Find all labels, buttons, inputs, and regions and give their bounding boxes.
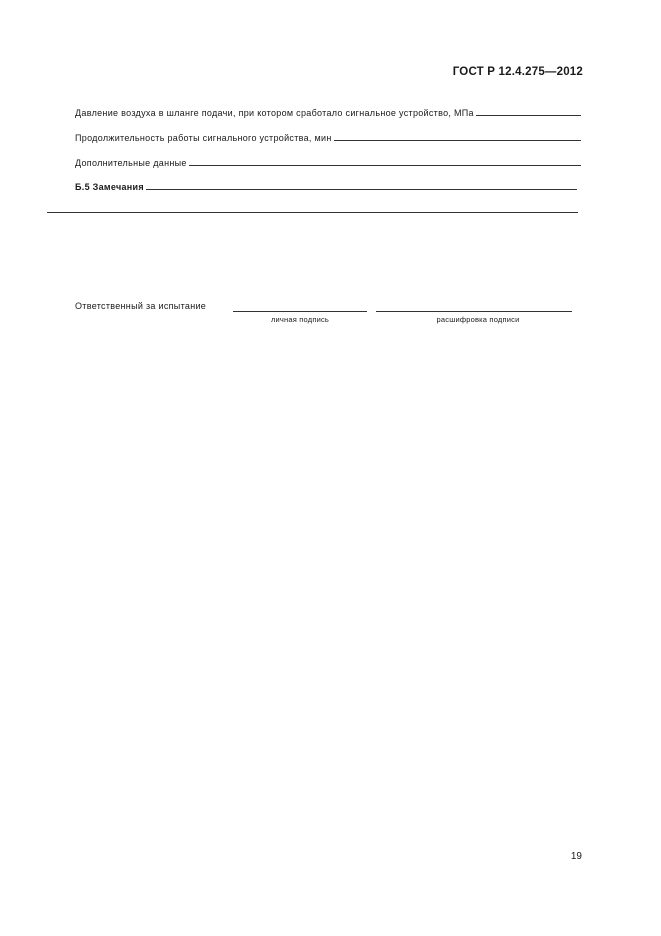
form-field-label: Дополнительные данные (75, 158, 187, 168)
form-field-additional-data (75, 156, 581, 168)
remarks-blank[interactable] (146, 189, 577, 190)
page-number: 19 (570, 851, 582, 862)
form-field-label: Продолжительность работы сигнального устройства, мин (75, 133, 332, 143)
signature-decoding-caption: расшифровка подписи (436, 315, 520, 324)
signature-decoding-blank[interactable] (376, 311, 572, 312)
form-field-blank[interactable] (476, 115, 581, 116)
personal-signature-blank[interactable] (233, 311, 367, 312)
form-field-air-pressure (75, 106, 581, 118)
responsible-person-label: Ответственный за испытание (75, 301, 207, 311)
standard-code: ГОСТ Р 12.4.275—2012 (452, 66, 583, 78)
form-field-label: Давление воздуха в шланге подачи, при котором сработало сигнальное устройство, МПа (75, 108, 474, 118)
remarks-continuation-blank[interactable] (47, 212, 578, 213)
form-field-duration (75, 131, 581, 143)
remarks-label: Б.5 Замечания (75, 182, 144, 192)
form-field-blank[interactable] (334, 140, 581, 141)
remarks-section (75, 180, 577, 192)
form-field-blank[interactable] (189, 165, 581, 166)
personal-signature-caption: личная подпись (270, 315, 330, 324)
